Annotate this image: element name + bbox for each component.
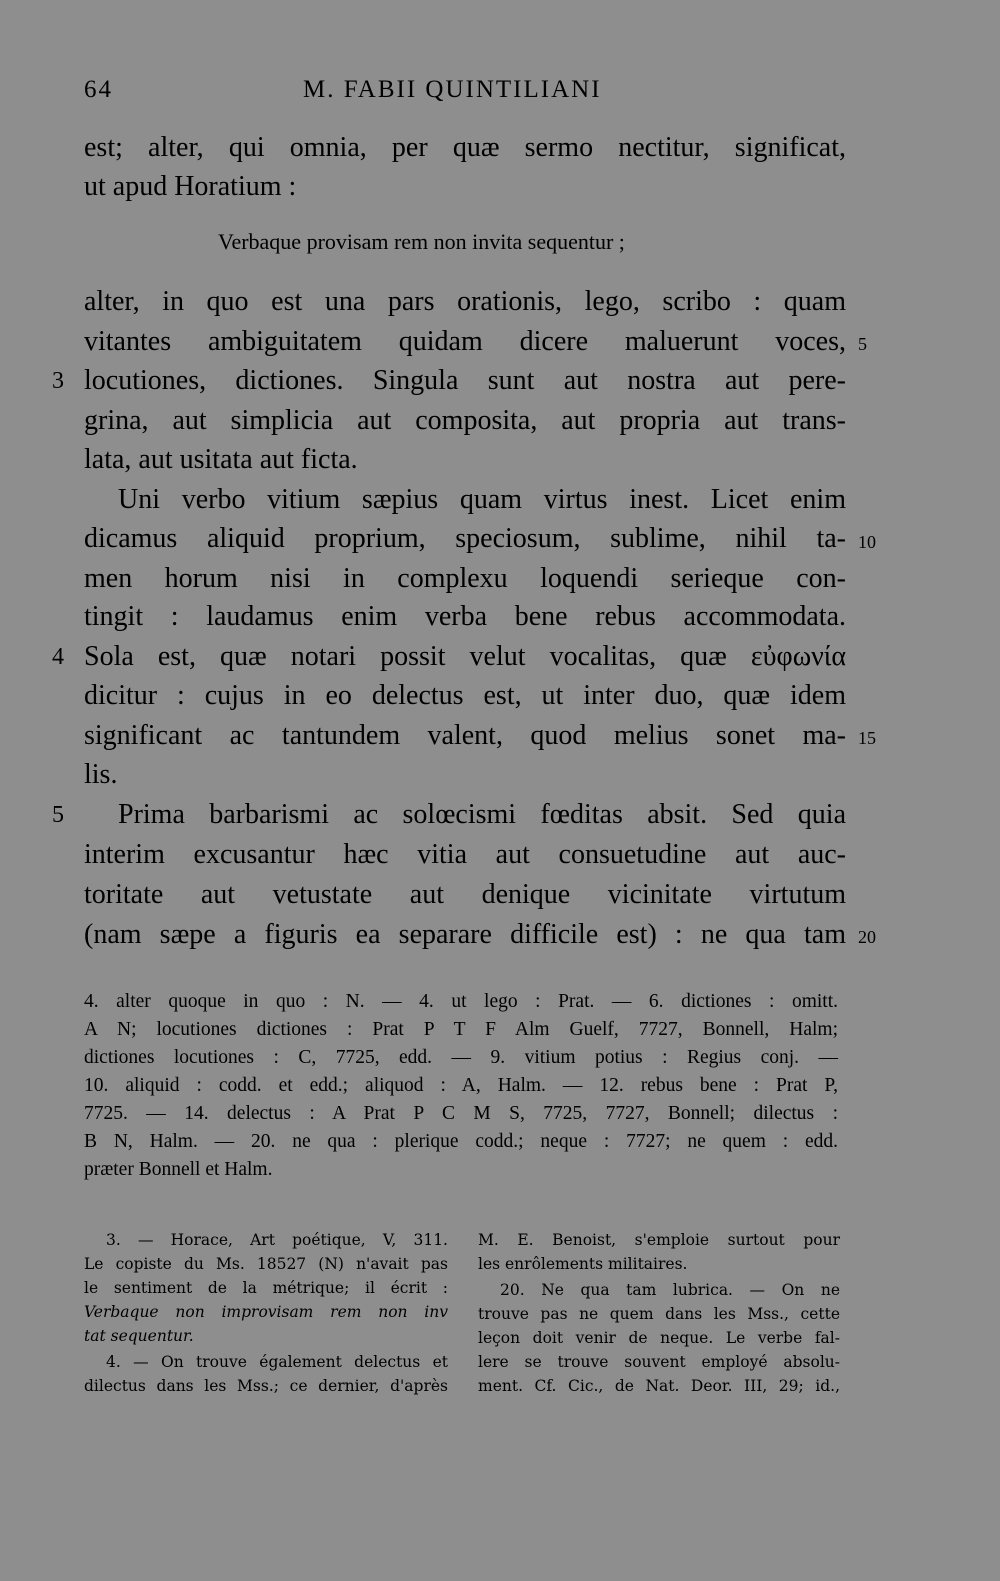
note-line: ment. Cf. Cic., de Nat. Deor. III, 29; id., <box>478 1377 840 1395</box>
text-line: interim excusantur hæc vitia aut consuetudine aut auc- <box>84 839 846 870</box>
text-line: (nam sæpe a figuris ea separare difficile est) : ne qua tam <box>84 919 846 950</box>
note-line: le sentiment de la métrique; il écrit : <box>84 1279 448 1297</box>
text-line: vitantes ambiguitatem quidam dicere maluerunt voces, <box>84 326 846 357</box>
running-title: M. FABII QUINTILIANI <box>303 76 602 103</box>
verse-quotation: Verbaque provisam rem non invita sequentur ; <box>218 229 625 254</box>
note-line: lere se trouve souvent employé absolu- <box>478 1353 840 1371</box>
note-line: leçon doit venir de neque. Le verbe fal- <box>478 1329 840 1347</box>
apparatus-line: 7725. — 14. delectus : A Prat P C M S, 7725, 7727, Bonnell; dilectus : <box>84 1103 838 1124</box>
text-line: dicitur : cujus in eo delectus est, ut inter duo, quæ idem <box>84 680 846 711</box>
text-line: grina, aut simplicia aut composita, aut propria aut trans- <box>84 405 846 436</box>
text-line: lis. <box>84 759 118 790</box>
section-number: 5 <box>52 802 64 828</box>
note-line: dilectus dans les Mss.; ce dernier, d'après <box>84 1377 448 1395</box>
text-line: est; alter, qui omnia, per quæ sermo nectitur, significat, <box>84 132 846 163</box>
apparatus-line: dictiones locutiones : C, 7725, edd. — 9. vitium potius : Regius conj. — <box>84 1047 838 1068</box>
text-line: alter, in quo est una pars orationis, lego, scribo : quam <box>84 286 846 317</box>
line-number: 15 <box>858 728 876 748</box>
note-line: 4. — On trouve également delectus et <box>106 1353 448 1371</box>
note-line: les enrôlements militaires. <box>478 1255 688 1273</box>
text-line: Uni verbo vitium sæpius quam virtus inest. Licet enim <box>118 484 846 515</box>
note-line: tat sequentur. <box>84 1327 194 1345</box>
text-line: Sola est, quæ notari possit velut vocalitas, quæ εὐφωνία <box>84 641 846 672</box>
line-number: 20 <box>858 927 876 947</box>
note-line: Verbaque non improvisam rem non inv <box>84 1303 448 1321</box>
note-line: 3. — Horace, Art poétique, V, 311. <box>106 1231 448 1249</box>
apparatus-line: 4. alter quoque in quo : N. — 4. ut lego : Prat. — 6. dictiones : omitt. <box>84 991 838 1012</box>
text-line: ut apud Horatium : <box>84 171 297 202</box>
section-number: 3 <box>52 368 64 394</box>
note-line: 20. Ne qua tam lubrica. — On ne <box>500 1281 840 1299</box>
line-number: 5 <box>858 334 867 354</box>
text-line: dicamus aliquid proprium, speciosum, sublime, nihil ta- <box>84 523 846 554</box>
text-line: significant ac tantundem valent, quod melius sonet ma- <box>84 720 846 751</box>
note-line: M. E. Benoist, s'emploie surtout pour <box>478 1231 840 1249</box>
text-line: Prima barbarismi ac solœcismi fœditas absit. Sed quia <box>118 799 846 830</box>
text-line: tingit : laudamus enim verba bene rebus accommodata. <box>84 601 846 632</box>
text-line: locutiones, dictiones. Singula sunt aut nostra aut pere- <box>84 365 846 396</box>
text-line: men horum nisi in complexu loquendi serieque con- <box>84 563 846 594</box>
apparatus-line: 10. aliquid : codd. et edd.; aliquod : A, Halm. — 12. rebus bene : Prat P, <box>84 1075 838 1096</box>
text-line: lata, aut usitata aut ficta. <box>84 444 358 475</box>
note-line: trouve pas ne quem dans les Mss., cette <box>478 1305 840 1323</box>
page-number: 64 <box>84 76 113 103</box>
note-line: Le copiste du Ms. 18527 (N) n'avait pas <box>84 1255 448 1273</box>
text-line: toritate aut vetustate aut denique vicinitate virtutum <box>84 879 846 910</box>
section-number: 4 <box>52 644 64 670</box>
line-number: 10 <box>858 532 876 552</box>
apparatus-line: B N, Halm. — 20. ne qua : plerique codd.; neque : 7727; ne quem : edd. <box>84 1131 838 1152</box>
apparatus-line: præter Bonnell et Halm. <box>84 1159 273 1180</box>
apparatus-line: A N; locutiones dictiones : Prat P T F Alm Guelf, 7727, Bonnell, Halm; <box>84 1019 838 1040</box>
